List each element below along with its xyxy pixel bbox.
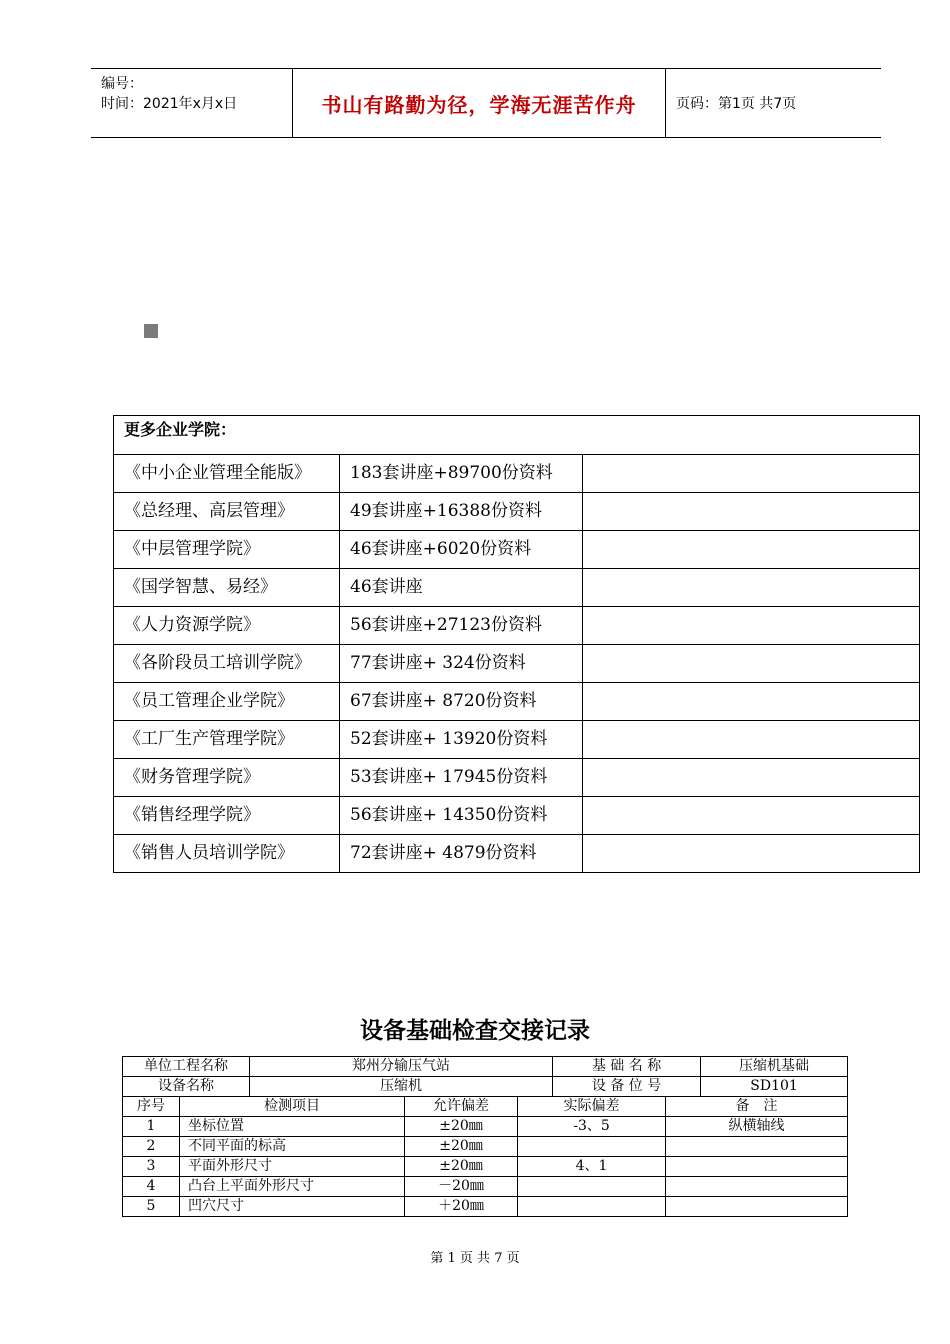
square-bullet-icon [144, 324, 158, 338]
academy-empty-cell [583, 645, 920, 683]
academy-name: 《员工管理企业学院》 [114, 683, 340, 721]
academy-empty-cell [583, 493, 920, 531]
academy-name: 《销售经理学院》 [114, 797, 340, 835]
equipment-value: 压缩机 [250, 1077, 553, 1097]
academy-row [114, 607, 920, 645]
column-header-no: 序号 [123, 1097, 180, 1117]
academy-row [114, 683, 920, 721]
academy-table-heading: 更多企业学院： [114, 416, 920, 455]
academy-detail: 53套讲座+ 17945份资料 [340, 759, 583, 797]
row-note [666, 1157, 848, 1177]
row-actual [518, 1137, 666, 1157]
academy-detail: 56套讲座+ 14350份资料 [340, 797, 583, 835]
row-tolerance: －20㎜ [405, 1177, 518, 1197]
row-note [666, 1177, 848, 1197]
record-row [123, 1117, 848, 1137]
academy-table [113, 415, 920, 873]
academy-empty-cell [583, 759, 920, 797]
page-footer: 第 1 页 共 7 页 [430, 1251, 520, 1266]
row-note: 纵横轴线 [666, 1117, 848, 1137]
row-item: 凹穴尺寸 [180, 1197, 405, 1217]
page-header [91, 68, 881, 138]
row-actual [518, 1197, 666, 1217]
row-tolerance: ±20㎜ [405, 1137, 518, 1157]
academy-name: 《各阶段员工培训学院》 [114, 645, 340, 683]
row-actual: 4、1 [518, 1157, 666, 1177]
unit-label: 单位工程名称 [123, 1057, 250, 1077]
academy-name: 《财务管理学院》 [114, 759, 340, 797]
academy-empty-cell [583, 797, 920, 835]
academy-row [114, 531, 920, 569]
row-note [666, 1197, 848, 1217]
row-no: 3 [123, 1157, 180, 1177]
record-row [123, 1177, 848, 1197]
foundation-label: 基 础 名 称 [553, 1057, 701, 1077]
unit-value: 郑州分输压气站 [250, 1057, 553, 1077]
column-header-item: 检测项目 [180, 1097, 405, 1117]
row-no: 4 [123, 1177, 180, 1197]
record-info-row-1 [123, 1057, 848, 1077]
record-table [122, 1056, 848, 1217]
academy-empty-cell [583, 531, 920, 569]
academy-empty-cell [583, 683, 920, 721]
document-time-label: 时间：2021年x月x日 [101, 96, 238, 112]
header-motto: 书山有路勤为径，学海无涯苦作舟 [321, 92, 637, 117]
academy-detail: 46套讲座+6020份资料 [340, 531, 583, 569]
academy-detail: 77套讲座+ 324份资料 [340, 645, 583, 683]
record-column-header-row [123, 1097, 848, 1117]
academy-row [114, 721, 920, 759]
equipment-label: 设备名称 [123, 1077, 250, 1097]
column-header-actual: 实际偏差 [518, 1097, 666, 1117]
academy-row [114, 797, 920, 835]
academy-name: 《工厂生产管理学院》 [114, 721, 340, 759]
academy-name: 《中层管理学院》 [114, 531, 340, 569]
academy-row [114, 645, 920, 683]
row-tolerance: ±20㎜ [405, 1157, 518, 1177]
header-meta-cell [91, 69, 293, 137]
academy-row [114, 759, 920, 797]
academy-detail: 46套讲座 [340, 569, 583, 607]
academy-row [114, 835, 920, 873]
header-page-info: 页码：第1页 共7页 [676, 96, 797, 112]
record-title: 设备基础检查交接记录 [360, 1018, 590, 1044]
header-page-cell [666, 69, 881, 137]
academy-empty-cell [583, 835, 920, 873]
row-no: 2 [123, 1137, 180, 1157]
record-row [123, 1197, 848, 1217]
position-label: 设 备 位 号 [553, 1077, 701, 1097]
row-no: 1 [123, 1117, 180, 1137]
row-actual [518, 1177, 666, 1197]
academy-name: 《人力资源学院》 [114, 607, 340, 645]
column-header-note: 备 注 [666, 1097, 848, 1117]
academy-empty-cell [583, 569, 920, 607]
foundation-value: 压缩机基础 [701, 1057, 848, 1077]
row-note [666, 1137, 848, 1157]
record-info-row-2 [123, 1077, 848, 1097]
academy-detail: 56套讲座+27123份资料 [340, 607, 583, 645]
row-item: 坐标位置 [180, 1117, 405, 1137]
academy-detail: 52套讲座+ 13920份资料 [340, 721, 583, 759]
academy-table-body [114, 455, 920, 873]
position-value: SD101 [701, 1077, 848, 1097]
academy-detail: 67套讲座+ 8720份资料 [340, 683, 583, 721]
row-item: 不同平面的标高 [180, 1137, 405, 1157]
academy-table-header-row [114, 416, 920, 455]
academy-row [114, 493, 920, 531]
row-item: 平面外形尺寸 [180, 1157, 405, 1177]
academy-name: 《国学智慧、易经》 [114, 569, 340, 607]
row-no: 5 [123, 1197, 180, 1217]
record-table-body [123, 1117, 848, 1217]
academy-name: 《总经理、高层管理》 [114, 493, 340, 531]
academy-row [114, 569, 920, 607]
academy-empty-cell [583, 455, 920, 493]
academy-row [114, 455, 920, 493]
record-row [123, 1157, 848, 1177]
academy-detail: 183套讲座+89700份资料 [340, 455, 583, 493]
document-number-label: 编号： [101, 76, 143, 92]
academy-empty-cell [583, 607, 920, 645]
academy-empty-cell [583, 721, 920, 759]
academy-detail: 72套讲座+ 4879份资料 [340, 835, 583, 873]
column-header-tolerance: 允许偏差 [405, 1097, 518, 1117]
academy-name: 《中小企业管理全能版》 [114, 455, 340, 493]
row-item: 凸台上平面外形尺寸 [180, 1177, 405, 1197]
row-actual: -3、5 [518, 1117, 666, 1137]
academy-name: 《销售人员培训学院》 [114, 835, 340, 873]
row-tolerance: ＋20㎜ [405, 1197, 518, 1217]
academy-detail: 49套讲座+16388份资料 [340, 493, 583, 531]
header-motto-cell [293, 69, 666, 137]
row-tolerance: ±20㎜ [405, 1117, 518, 1137]
record-row [123, 1137, 848, 1157]
